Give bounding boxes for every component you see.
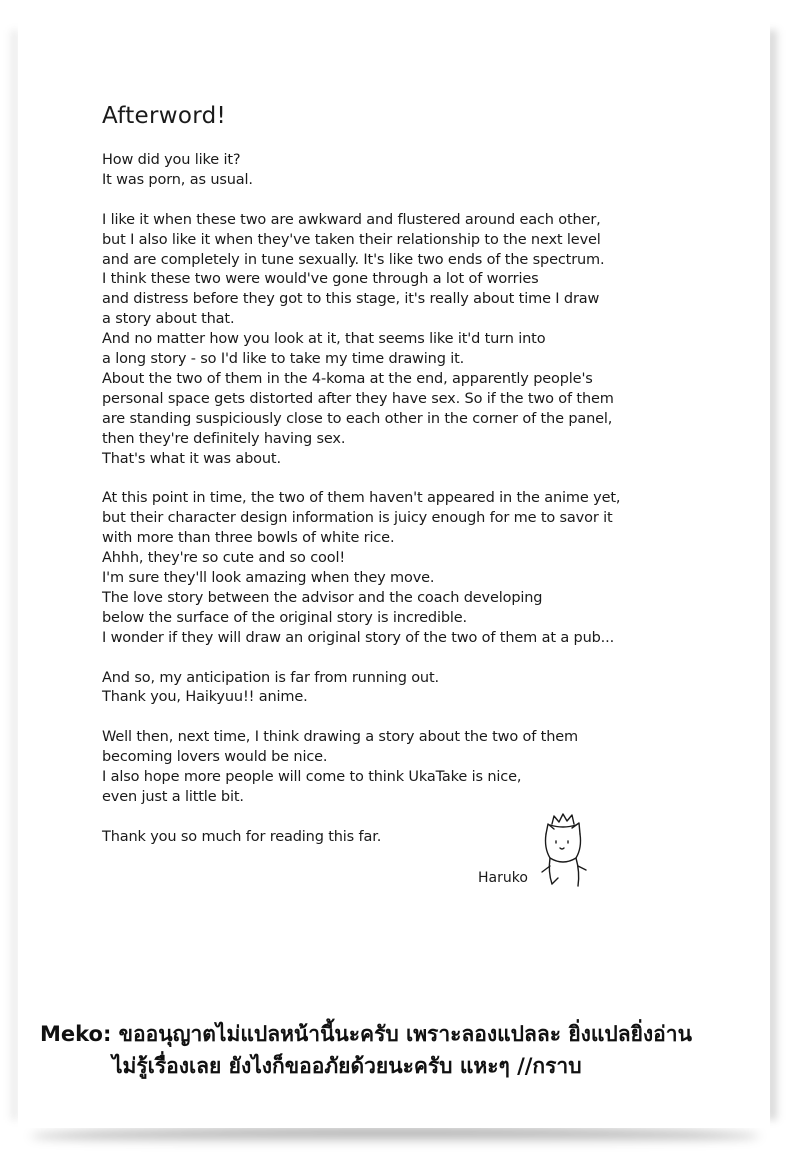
text-line: and distress before they got to this stage, it's really about time I draw	[102, 291, 600, 308]
paragraph	[102, 211, 702, 470]
text-line: I also hope more people will come to think UkaTake is nice,	[102, 769, 522, 786]
text-line: I'm sure they'll look amazing when they move.	[102, 570, 435, 586]
translator-note-line-1: Meko: ขออนุญาตไม่แปลหน้านี้นะครับ เพราะลองแปลละ ยิ่งแปลยิ่งอ่าน	[40, 1022, 692, 1046]
text-line: personal space gets distorted after they have sex. So if the two of them	[102, 390, 614, 407]
text-line: That's what it was about.	[102, 450, 281, 467]
text-line: At this point in time, the two of them haven't appeared in the anime yet,	[102, 490, 621, 507]
paragraph	[102, 669, 702, 709]
translator-note-line-2: ไม่รู้เรื่องเลย ยังไงก็ขออภัยด้วยนะครับ แหะๆ //กราบ	[112, 1054, 582, 1078]
text-line: Ahhh, they're so cute and so cool!	[102, 550, 346, 567]
text-line: then they're definitely having sex.	[102, 430, 346, 447]
paragraph	[102, 151, 702, 191]
text-line: becoming lovers would be nice.	[102, 749, 328, 766]
cat-doodle-icon	[536, 808, 592, 890]
text-line: I wonder if they will draw an original story of the two of them at a pub...	[102, 629, 615, 646]
text-line: About the two of them in the 4-koma at the end, apparently people's	[102, 370, 593, 387]
text-line: and are completely in tune sexually. It's like two ends of the spectrum.	[102, 251, 605, 268]
text-line: Well then, next time, I think drawing a story about the two of them	[102, 729, 579, 746]
paragraph	[102, 828, 702, 848]
signature-haruko: Haruko	[478, 870, 528, 886]
text-line: The love story between the advisor and the coach developing	[102, 589, 543, 606]
text-line: but their character design information is juicy enough for me to savor it	[102, 510, 613, 527]
text-line: Thank you so much for reading this far.	[102, 828, 382, 845]
text-line: I like it when these two are awkward and flustered around each other,	[102, 211, 601, 228]
afterword-body	[102, 151, 702, 868]
text-line: with more than three bowls of white rice.	[102, 530, 395, 547]
text-line: And so, my anticipation is far from running out.	[102, 669, 439, 686]
text-line: a long story - so I'd like to take my time drawing it.	[102, 351, 465, 368]
text-line: I think these two were would've gone through a lot of worries	[102, 271, 539, 288]
text-line: even just a little bit.	[102, 788, 244, 805]
translator-note	[40, 1018, 750, 1082]
text-line: It was porn, as usual.	[102, 171, 253, 188]
text-line: Thank you, Haikyuu!! anime.	[102, 689, 308, 706]
page-shadow-bottom	[30, 1128, 760, 1144]
text-line: a story about that.	[102, 311, 235, 328]
paragraph	[102, 728, 702, 808]
page-title: Afterword!	[102, 103, 226, 129]
text-line: How did you like it?	[102, 152, 241, 168]
page-shadow-left	[8, 30, 18, 1120]
text-line: below the surface of the original story is incredible.	[102, 609, 467, 626]
paragraph	[102, 489, 702, 648]
text-line: are standing suspiciously close to each other in the corner of the panel,	[102, 410, 613, 427]
text-line: And no matter how you look at it, that seems like it'd turn into	[102, 331, 546, 348]
text-line: but I also like it when they've taken their relationship to the next level	[102, 231, 601, 248]
